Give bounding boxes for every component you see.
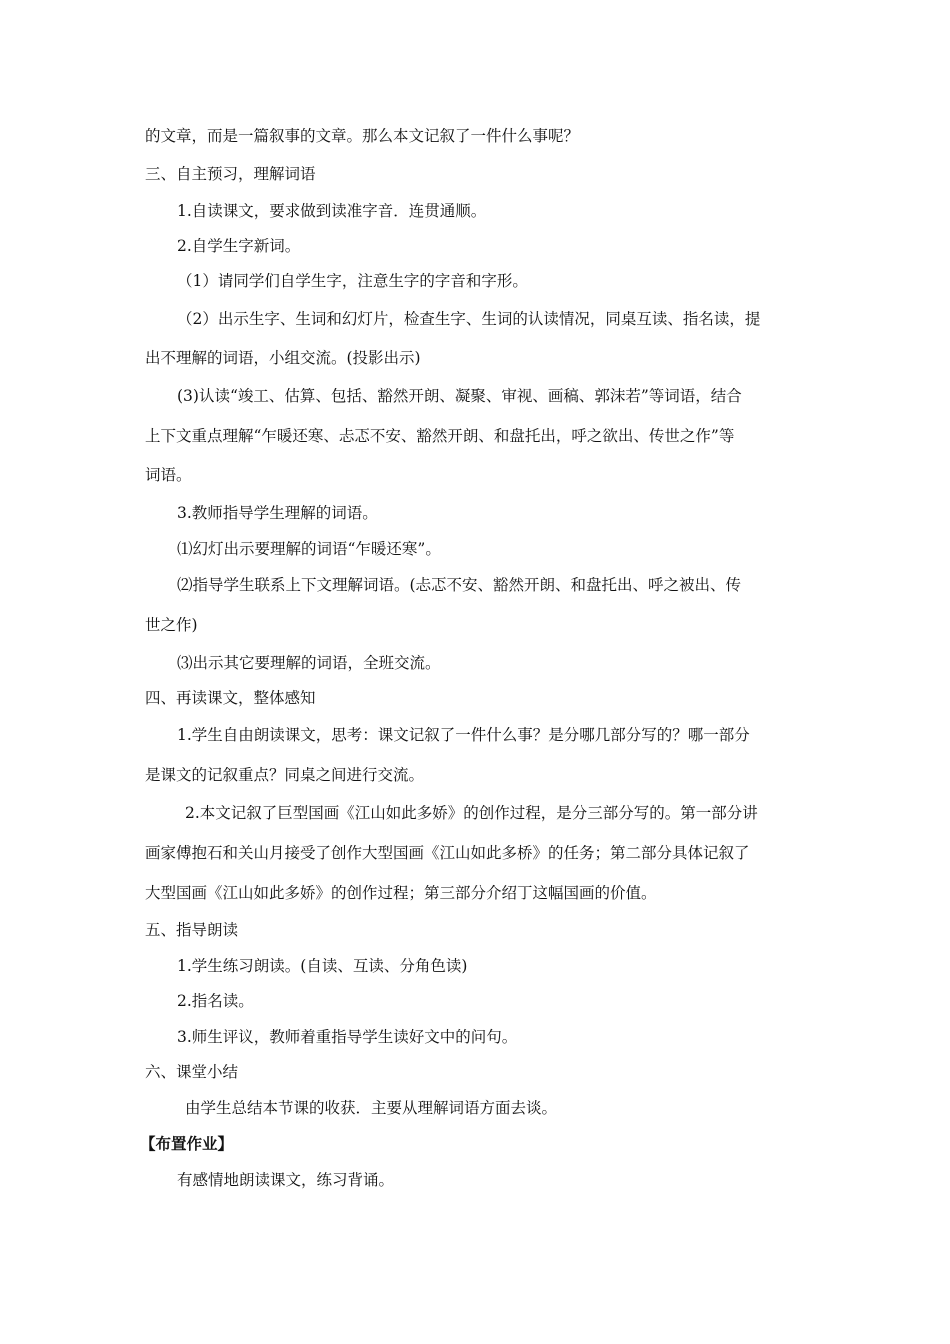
text-line-29: 有感情地朗读课文，练习背诵。 — [177, 1171, 395, 1189]
text-line-18: 是课文的记叙重点？同桌之间进行交流。 — [145, 766, 425, 784]
text-line-4: 2.自学生字新词。 — [177, 237, 301, 255]
section-heading-5: 五、指导朗读 — [145, 921, 239, 939]
text-line-13: ⑵指导学生联系上下文理解词语。(忐忑不安、豁然开朗、和盘托出、呼之被出、传 — [177, 576, 742, 594]
text-line-24: 2.指名读。 — [177, 992, 254, 1010]
text-line-20: 画家傅抱石和关山月接受了创作大型国画《江山如此多桥》的任务；第二部分具体记叙了 — [145, 844, 750, 862]
section-heading-3: 三、自主预习，理解词语 — [145, 165, 316, 183]
text-line-9: 上下文重点理解“乍暖还寒、忐忑不安、豁然开朗、和盘托出，呼之欲出、传世之作”等 — [145, 427, 735, 445]
text-line-17: 1.学生自由朗读课文，思考：课文记叙了一件什么事？是分哪几部分写的？哪一部分 — [177, 726, 750, 744]
text-line-1: 的文章，而是一篇叙事的文章。那么本文记叙了一件什么事呢？ — [145, 127, 580, 145]
text-line-3: 1.自读课文，要求做到读准字音．连贯通顺。 — [177, 202, 487, 220]
text-line-15: ⑶出示其它要理解的词语，全班交流。 — [177, 654, 441, 672]
section-heading-6: 六、课堂小结 — [145, 1063, 239, 1081]
text-line-8: (3)认读“竣工、估算、包括、豁然开朗、凝聚、审视、画稿、郭沫若”等词语，结合 — [177, 387, 742, 405]
text-line-27: 由学生总结本节课的收获．主要从理解词语方面去谈。 — [185, 1099, 558, 1117]
text-line-10: 词语。 — [145, 466, 192, 484]
homework-heading: 【布置作业】 — [140, 1135, 234, 1153]
text-line-5: （1）请同学们自学生字，注意生字的字音和字形。 — [177, 272, 528, 290]
text-line-14: 世之作) — [145, 616, 198, 634]
text-line-25: 3.师生评议，教师着重指导学生读好文中的问句。 — [177, 1028, 518, 1046]
text-line-12: ⑴幻灯出示要理解的词语“乍暖还寒”。 — [177, 540, 441, 558]
text-line-21: 大型国画《江山如此多娇》的创作过程；第三部分介绍丁这幅国画的价值。 — [145, 884, 657, 902]
section-heading-4: 四、再读课文，整体感知 — [145, 689, 316, 707]
text-line-23: 1.学生练习朗读。(自读、互读、分角色读) — [177, 957, 468, 975]
text-line-11: 3.教师指导学生理解的词语。 — [177, 504, 378, 522]
text-line-19: 2.本文记叙了巨型国画《江山如此多娇》的创作过程，是分三部分写的。第一部分讲 — [185, 804, 758, 822]
text-line-6: （2）出示生字、生词和幻灯片，检查生字、生词的认读情况，同桌互读、指名读，提 — [177, 310, 761, 328]
text-line-7: 出不理解的词语，小组交流。(投影出示) — [145, 349, 421, 367]
